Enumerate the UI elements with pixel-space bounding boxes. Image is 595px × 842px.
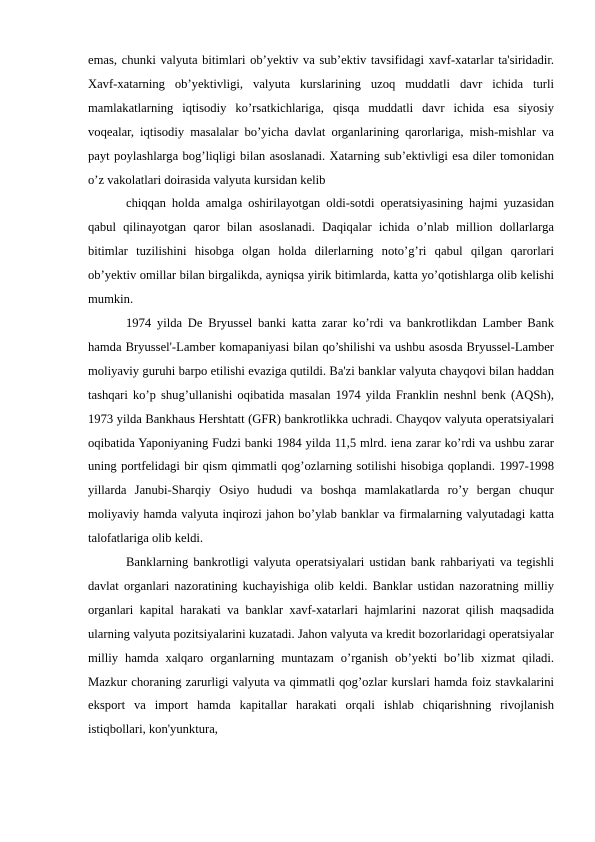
paragraph-4: Banklarning bankrotligi valyuta operatsiyalari ustidan bank rahbariyati va tegishli davlat organlari nazoratining kuchayishiga olib keldi. Banklar ustidan nazoratning milliy organlari kapital harakati va banklar xavf-xatarlari hajmlarini nazorat qilish maqsadida ularning valyuta pozitsiyalarini kuzatadi. Jahon valyuta va kredit bozorlaridagi operatsiyalar milliy hamda xalqaro organlarning muntazam o’rganish ob’yekti bo’lib xizmat qiladi. Mazkur choraning zarurligi valyuta va qimmatli qog’ozlar kurslari hamda foiz stavkalarini eksport va import hamda kapitallar harakati orqali ishlab chiqarishning rivojlanish istiqbollari, kon'yunktura, — [88, 555, 554, 737]
paragraph-2: chiqqan holda amalga oshirilayotgan oldi-sotdi operatsiyasining hajmi yuzasidan qabul qilinayotgan qaror bilan asoslanadi. Daqiqalar ichida o’nlab million dollarlarga bitimlar tuzilishini hisobga olgan holda dilerlarning noto’g’ri qabul qilgan qarorlari ob’yektiv omillar bilan birgalikda, ayniqsa yirik bitimlarda, katta yo’qotishlarga olib kelishi mumkin. — [88, 196, 554, 307]
paragraph-3: 1974 yilda De Bryussel banki katta zarar ko’rdi va bankrotlikdan Lamber Bank hamda Bryussel'-Lamber komapaniyasi bilan qo’shilishi va ushbu asosda Bryussel-Lamber moliyaviy guruhi barpo etilishi evaziga qutildi. Ba'zi banklar valyuta chayqovi bilan haddan tashqari ko’p shug’ullanishi oqibatida masalan 1974 yilda Franklin neshnl benk (AQSh), 1973 yilda Bankhaus Hershtatt (GFR) bankrotlikka uchradi. Chayqov valyuta operatsiyalari oqibatida Yaponiyaning Fudzi banki 1984 yilda 11,5 mlrd. iena zarar ko’rdi va ushbu zarar uning portfelidagi bir qism qimmatli qog’ozlarning sotilishi hisobiga qoplandi. 1997-1998 yillarda Janubi-Sharqiy Osiyo hududi va boshqa mamlakatlarda ro’y bergan chuqur moliyaviy hamda valyuta inqirozi jahon bo’ylab banklar va firmalarning valyutadagi katta talofatlariga olib keldi. — [88, 315, 554, 546]
body-text — [88, 49, 554, 742]
paragraph-1: emas, chunki valyuta bitimlari ob’yektiv va sub’ektiv tavsifidagi xavf-xatarlar ta'siridadir. Xavf-xatarning ob’yektivligi, valyuta kurslarining uzoq muddatli davr ichida turli mamlakatlarning iqtisodiy ko’rsatkichlariga, qisqa muddatli davr ichida esa siyosiy voqealar, iqtisodiy masalalar bo’yicha davlat organlarining qarorlariga, mish-mishlar va payt poylashlarga bog’liqligi bilan asoslanadi. Xatarning sub’ektivligi esa diler tomonidan o’z vakolatlari doirasida valyuta kursidan kelib — [88, 53, 554, 187]
